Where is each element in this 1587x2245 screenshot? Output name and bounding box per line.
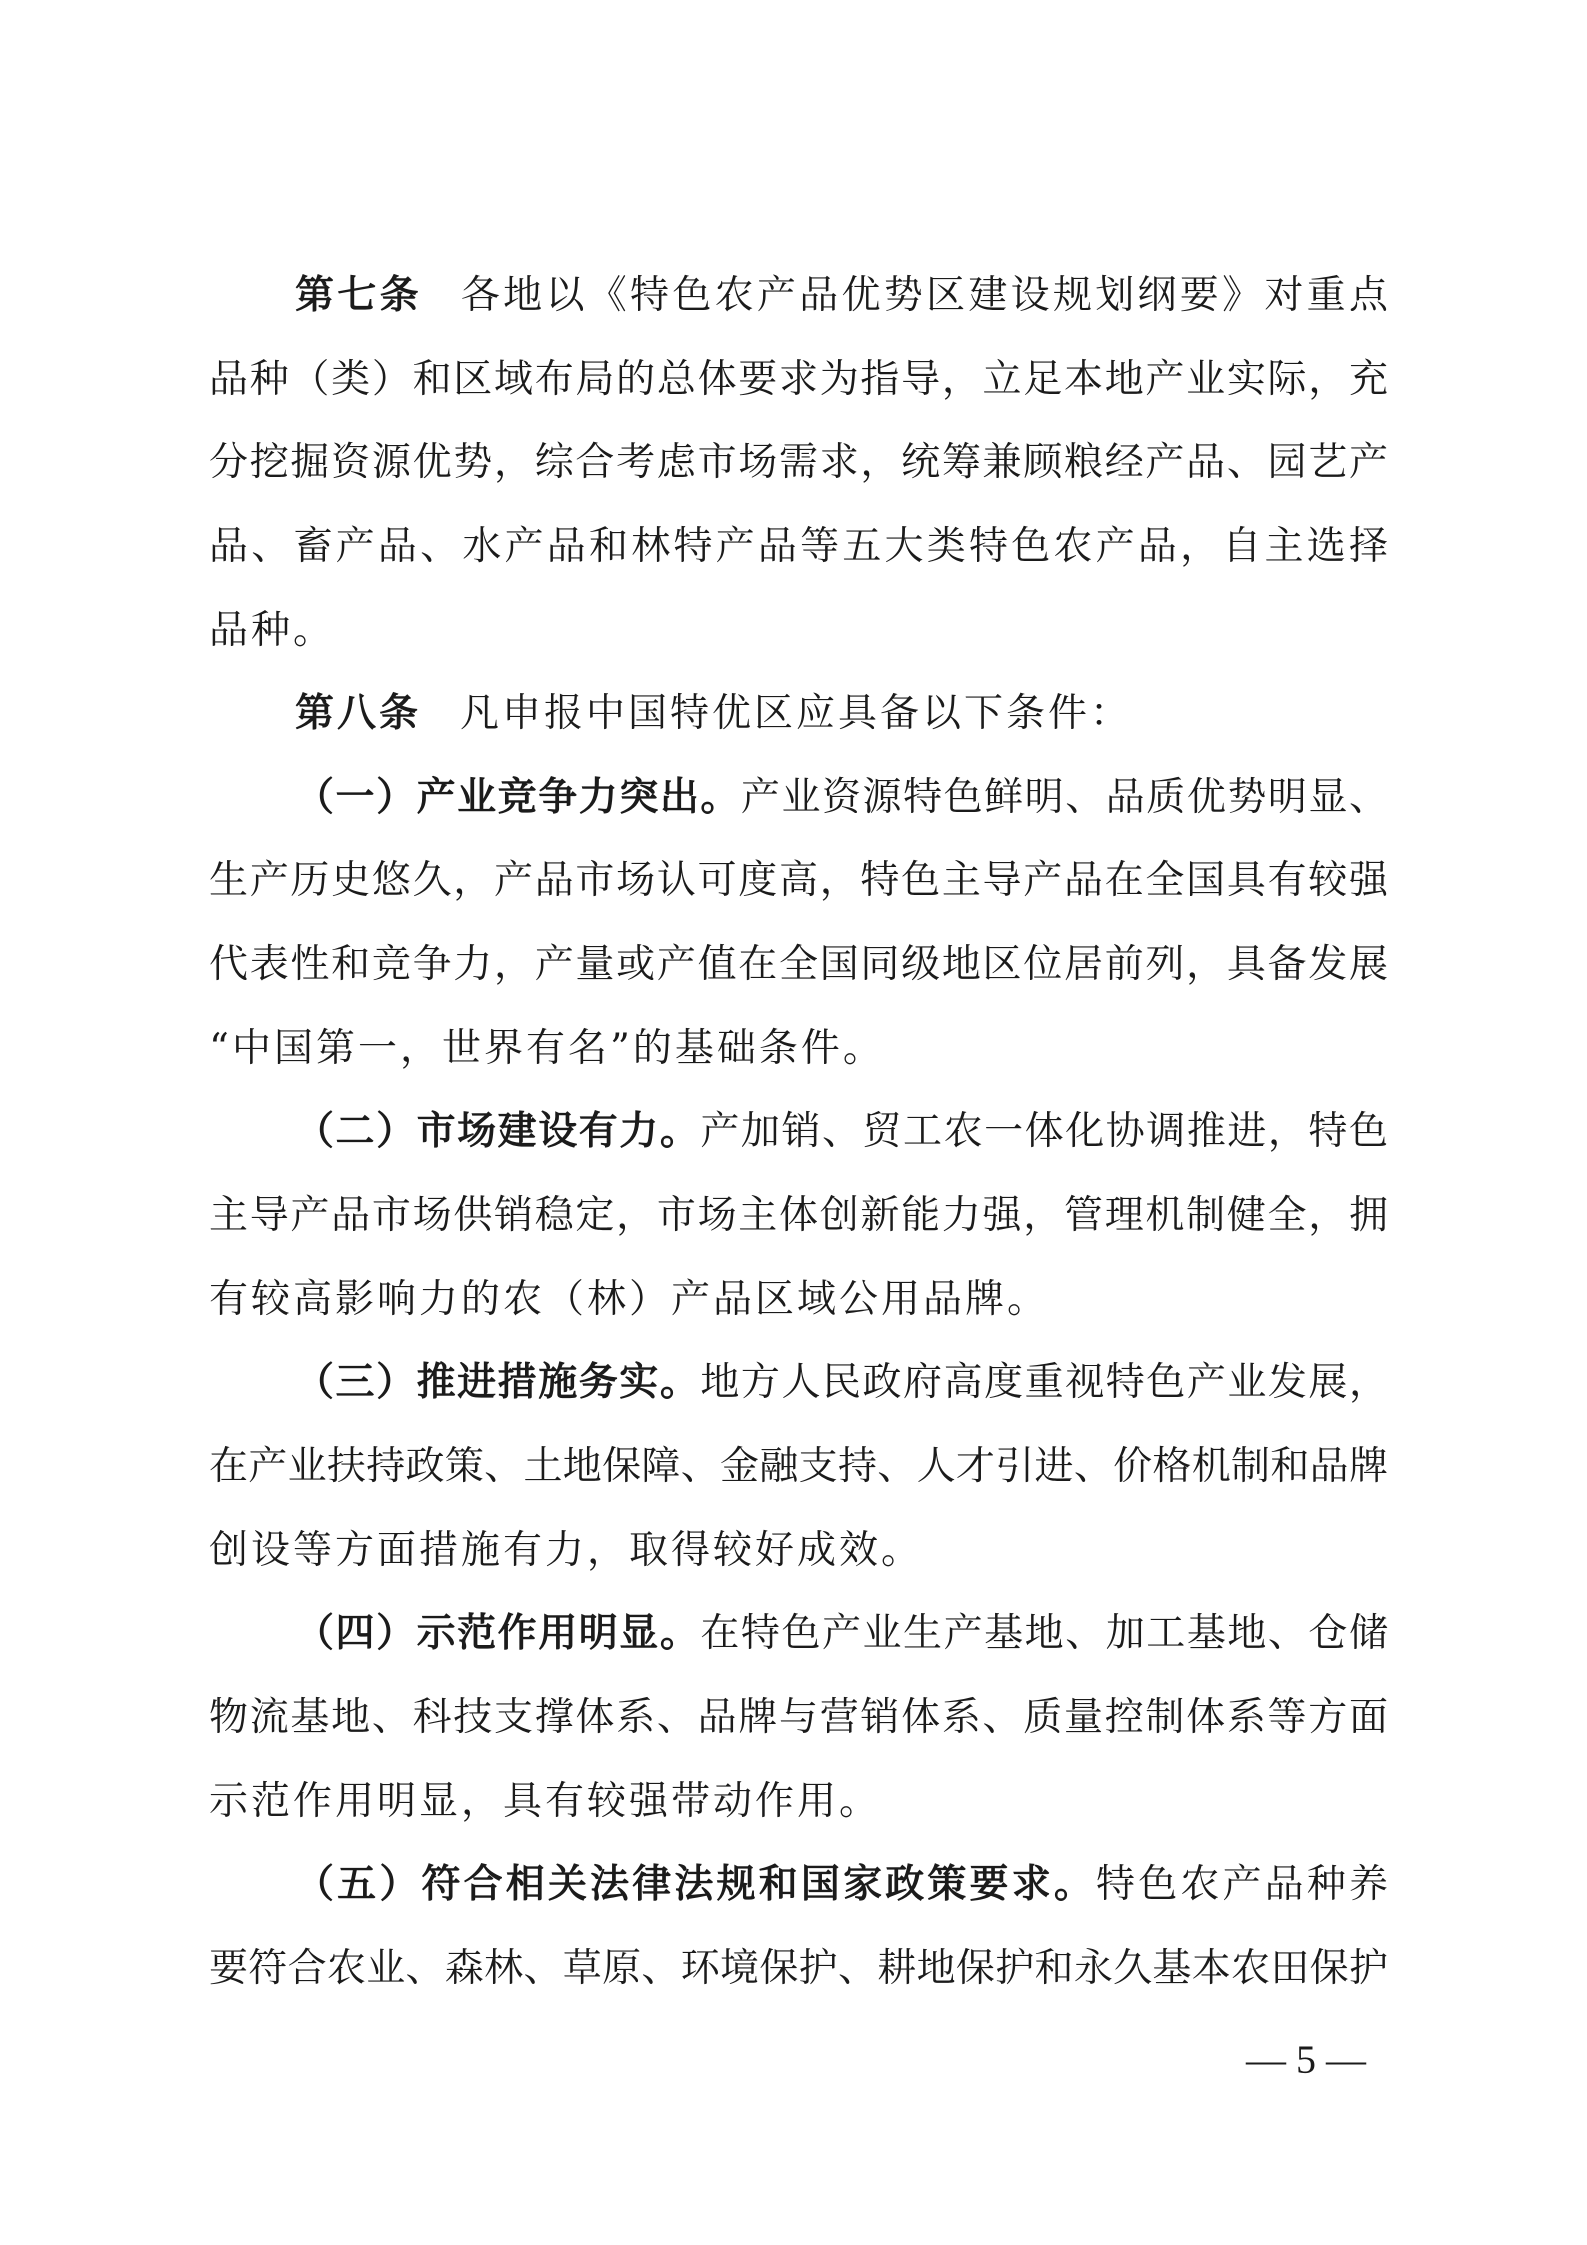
text-line: 分挖掘资源优势，综合考虑市场需求，统筹兼顾粮经产品、园艺产 — [209, 440, 1388, 486]
text-line — [209, 1341, 1388, 1425]
text-line: “中国第一，世界有名”的基础条件。 — [209, 1025, 885, 1071]
text-line: 品种。 — [209, 607, 336, 653]
text-line: 物流基地、科技支撑体系、品牌与营销体系、质量控制体系等方面 — [209, 1694, 1388, 1740]
document-body — [209, 254, 1388, 2010]
condition-two — [209, 1090, 1388, 1341]
condition-five — [209, 1843, 1388, 2010]
text-line: 在产业扶持政策、土地保障、金融支持、人才引进、价格机制和品牌 — [209, 1443, 1388, 1489]
text-line: 主导产品市场供销稳定，市场主体创新能力强，管理机制健全，拥 — [209, 1193, 1388, 1239]
text-line — [209, 254, 1388, 338]
text-line: 创设等方面措施有力，取得较好成效。 — [209, 1527, 924, 1573]
line-text: 特色农产品种养 — [1096, 1862, 1388, 1908]
line-text: 在特色产业生产基地、加工基地、仓储 — [700, 1611, 1388, 1657]
text-line — [209, 756, 1388, 840]
clause-heading: （二）市场建设有力。 — [295, 1108, 701, 1155]
text-line: 要符合农业、森林、草原、环境保护、耕地保护和永久基本农田保护 — [209, 1945, 1388, 1991]
article-number: 第七条 — [295, 272, 422, 318]
text-line: 示范作用明显，具有较强带动作用。 — [209, 1778, 882, 1824]
article-seven — [209, 254, 1388, 672]
condition-three — [209, 1341, 1388, 1592]
line-text: 凡申报中国特优区应具备以下条件： — [460, 691, 1133, 737]
article-number: 第八条 — [295, 690, 422, 737]
text-line: 代表性和竞争力，产量或产值在全国同级地区位居前列，具备发展 — [209, 942, 1388, 988]
line-text: 产业资源特色鲜明、品质优势明显、 — [740, 774, 1388, 820]
clause-heading: （三）推进措施务实。 — [295, 1359, 701, 1406]
text-line — [209, 672, 1388, 756]
condition-one — [209, 756, 1388, 1091]
text-line — [209, 1843, 1388, 1927]
clause-heading: （五）符合相关法律法规和国家政策要求。 — [295, 1861, 1097, 1908]
text-line: 品种（类）和区域布局的总体要求为指导，立足本地产业实际，充 — [209, 356, 1388, 402]
line-text: 地方人民政府高度重视特色产业发展， — [700, 1360, 1388, 1406]
text-line: 生产历史悠久，产品市场认可度高，特色主导产品在全国具有较强 — [209, 858, 1388, 904]
text-line: 有较高影响力的农（林）产品区域公用品牌。 — [209, 1276, 1050, 1322]
text-line — [209, 1090, 1388, 1174]
line-text: 各地以《特色农产品优势区建设规划纲要》对重点 — [460, 273, 1388, 318]
page-number: — 5 — — [1246, 2037, 1366, 2082]
clause-heading: （一）产业竞争力突出。 — [295, 773, 741, 820]
text-line: 品、畜产品、水产品和林特产品等五大类特色农产品，自主选择 — [209, 523, 1388, 569]
condition-four — [209, 1592, 1388, 1843]
text-line — [209, 1592, 1388, 1676]
article-eight — [209, 672, 1388, 756]
line-text: 产加销、贸工农一体化协调推进，特色 — [700, 1109, 1388, 1155]
clause-heading: （四）示范作用明显。 — [295, 1610, 701, 1657]
